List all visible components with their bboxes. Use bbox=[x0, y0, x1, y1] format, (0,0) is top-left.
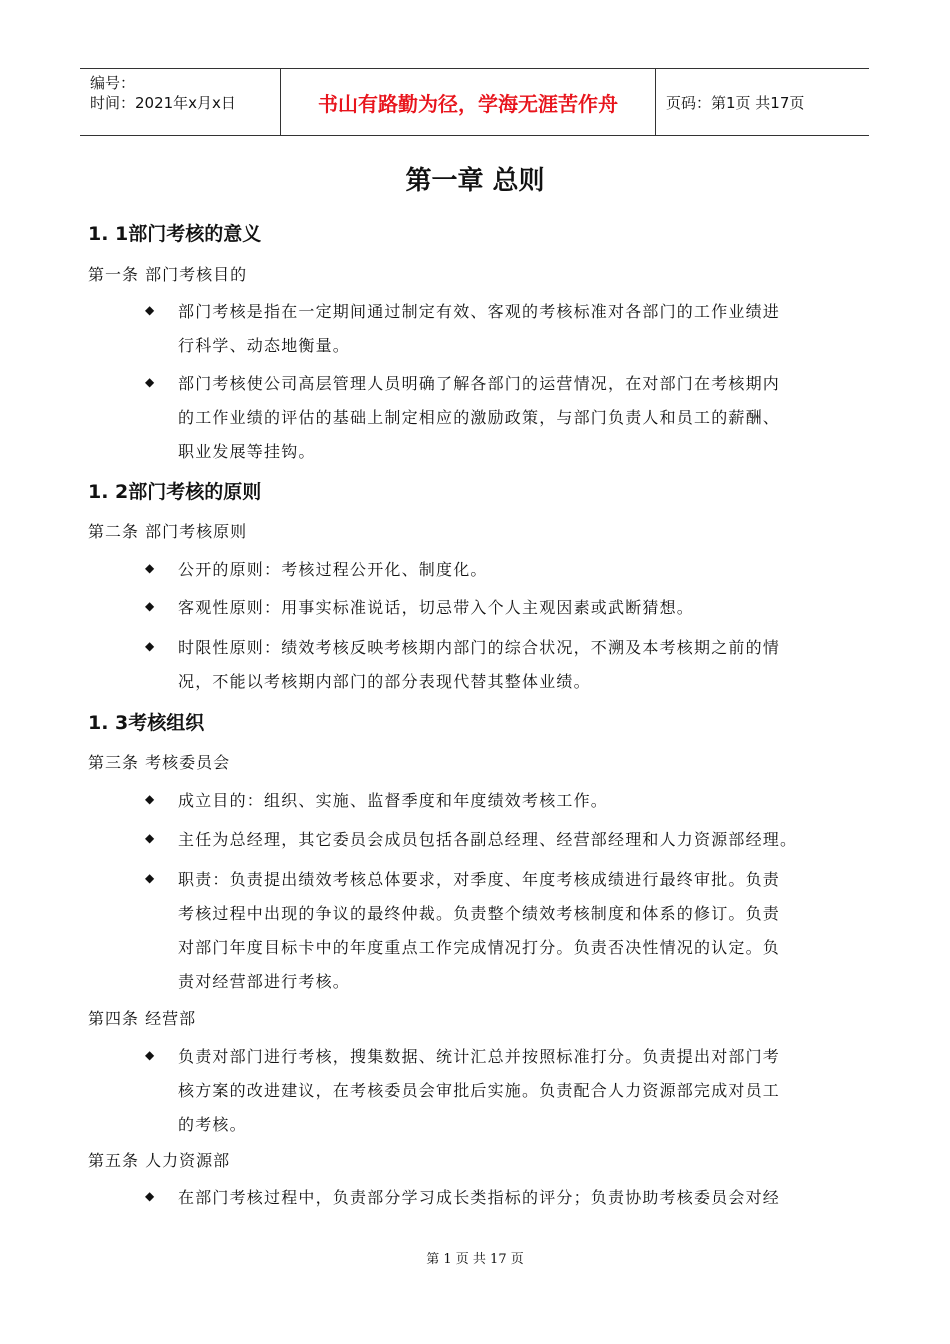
paragraph-line: 责对经营部进行考核。 bbox=[178, 972, 351, 991]
paragraph-line: 的工作业绩的评估的基础上制定相应的激励政策，与部门负责人和员工的薪酬、 bbox=[178, 408, 781, 427]
paragraph-line: 核方案的改进建议，在考核委员会审批后实施。负责配合人力资源部完成对员工 bbox=[178, 1081, 781, 1100]
bullet-icon: ◆ bbox=[145, 1048, 155, 1062]
page-info: 页码：第1页 共17页 bbox=[666, 93, 805, 112]
paragraph-line: 行科学、动态地衡量。 bbox=[178, 336, 351, 355]
paragraph-line: 部门考核使公司高层管理人员明确了解各部门的运营情况，在对部门在考核期内 bbox=[178, 374, 781, 393]
paragraph-line: 况，不能以考核期内部门的部分表现代替其整体业绩。 bbox=[178, 672, 591, 691]
article-title: 第一条 部门考核目的 bbox=[88, 265, 248, 284]
date-label: 时间：2021年x月x日 bbox=[90, 94, 236, 112]
paragraph-line: 的考核。 bbox=[178, 1115, 247, 1134]
bullet-icon: ◆ bbox=[145, 561, 155, 575]
chapter-title: 第一章 总则 bbox=[405, 166, 545, 196]
paragraph-line: 公开的原则：考核过程公开化、制度化。 bbox=[178, 560, 488, 579]
motto: 书山有路勤为径，学海无涯苦作舟 bbox=[280, 69, 656, 135]
number-label: 编号： bbox=[90, 74, 136, 92]
section-heading: 1. 1部门考核的意义 bbox=[88, 223, 262, 245]
paragraph-line: 部门考核是指在一定期间通过制定有效、客观的考核标准对各部门的工作业绩进 bbox=[178, 302, 781, 321]
paragraph-line: 职责：负责提出绩效考核总体要求，对季度、年度考核成绩进行最终审批。负责 bbox=[178, 870, 781, 889]
section-heading: 1. 3考核组织 bbox=[88, 712, 205, 734]
bullet-icon: ◆ bbox=[145, 375, 155, 389]
bullet-icon: ◆ bbox=[145, 792, 155, 806]
bullet-icon: ◆ bbox=[145, 639, 155, 653]
paragraph-line: 职业发展等挂钩。 bbox=[178, 442, 316, 461]
bullet-icon: ◆ bbox=[145, 1189, 155, 1203]
document-header bbox=[80, 68, 869, 136]
article-title: 第三条 考核委员会 bbox=[88, 753, 231, 772]
bullet-icon: ◆ bbox=[145, 599, 155, 613]
bullet-icon: ◆ bbox=[145, 303, 155, 317]
article-title: 第二条 部门考核原则 bbox=[88, 522, 248, 541]
paragraph-line: 考核过程中出现的争议的最终仲裁。负责整个绩效考核制度和体系的修订。负责 bbox=[178, 904, 781, 923]
article-title: 第五条 人力资源部 bbox=[88, 1151, 231, 1170]
paragraph-line: 对部门年度目标卡中的年度重点工作完成情况打分。负责否决性情况的认定。负 bbox=[178, 938, 781, 957]
article-title: 第四条 经营部 bbox=[88, 1009, 197, 1028]
paragraph-line: 在部门考核过程中，负责部分学习成长类指标的评分；负责协助考核委员会对经 bbox=[178, 1188, 781, 1207]
bullet-icon: ◆ bbox=[145, 831, 155, 845]
section-heading: 1. 2部门考核的原则 bbox=[88, 481, 262, 503]
header-left-cell bbox=[80, 69, 280, 135]
bullet-icon: ◆ bbox=[145, 871, 155, 885]
paragraph-line: 负责对部门进行考核，搜集数据、统计汇总并按照标准打分。负责提出对部门考 bbox=[178, 1047, 781, 1066]
paragraph-line: 主任为总经理，其它委员会成员包括各副总经理、经营部经理和人力资源部经理。 bbox=[178, 830, 798, 849]
paragraph-line: 客观性原则：用事实标准说话，切忌带入个人主观因素或武断猜想。 bbox=[178, 598, 695, 617]
paragraph-line: 时限性原则：绩效考核反映考核期内部门的综合状况，不溯及本考核期之前的情 bbox=[178, 638, 781, 657]
paragraph-line: 成立目的：组织、实施、监督季度和年度绩效考核工作。 bbox=[178, 791, 609, 810]
page-footer: 第 1 页 共 17 页 bbox=[426, 1252, 524, 1267]
